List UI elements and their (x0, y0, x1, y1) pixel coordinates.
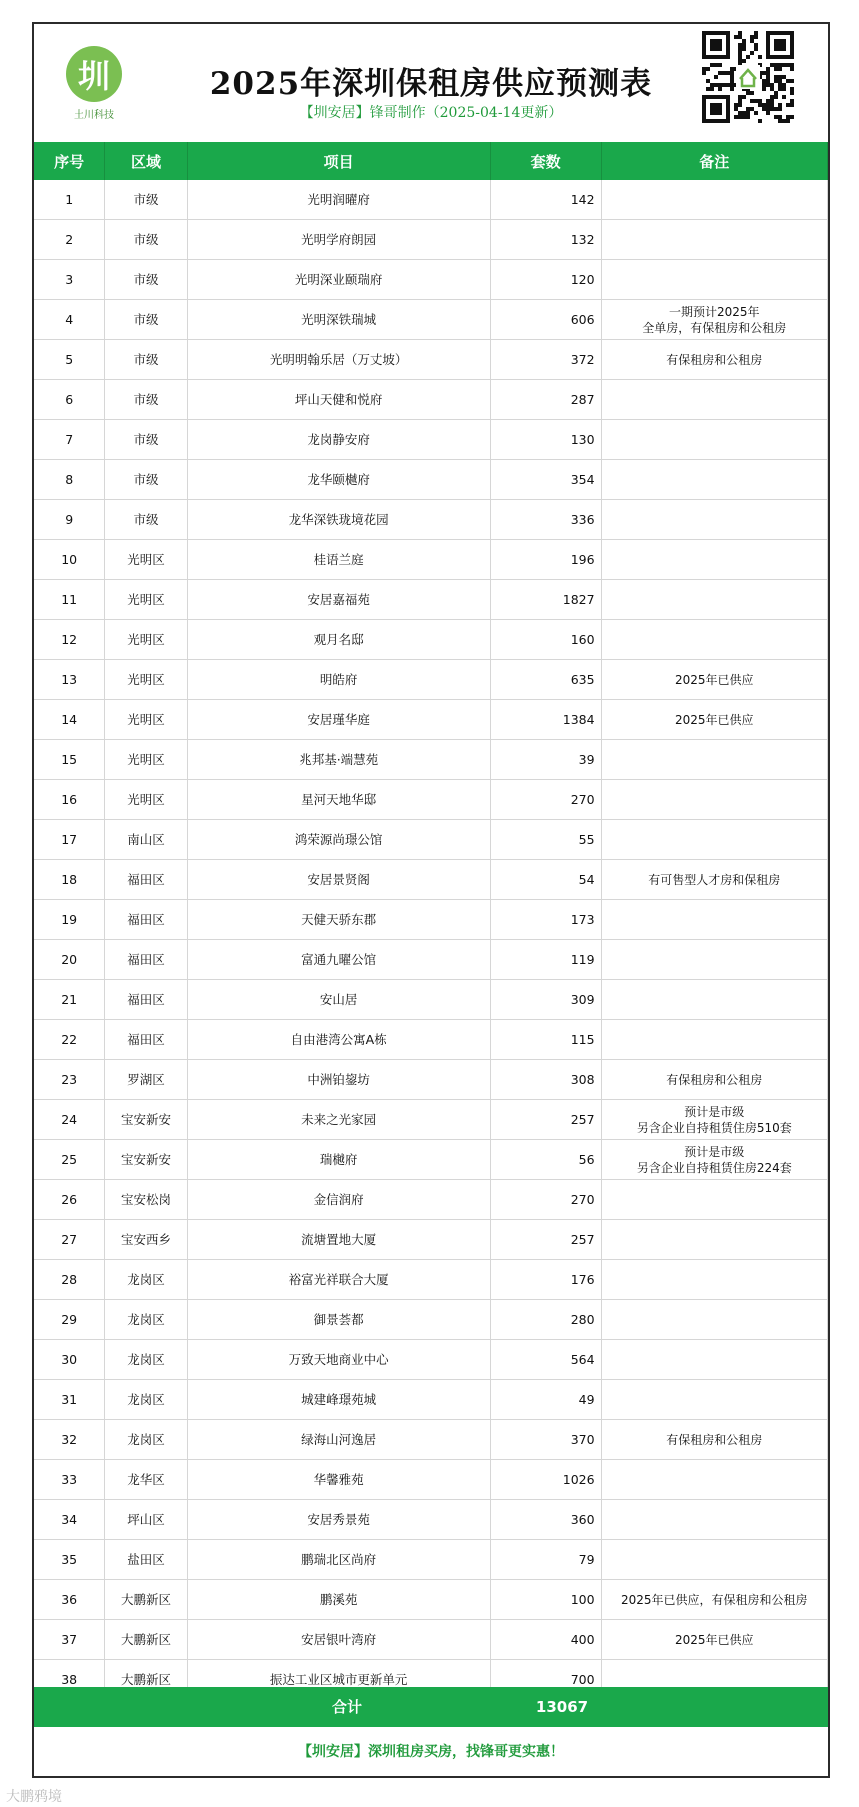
cell-project: 安居银叶湾府 (187, 1620, 490, 1660)
cell-note (601, 580, 827, 620)
cell-units: 56 (490, 1140, 601, 1180)
cell-project: 光明明翰乐居（万丈坡） (187, 340, 490, 380)
cell-project: 华馨雅苑 (187, 1460, 490, 1500)
table-row (34, 1020, 828, 1060)
cell-note (601, 1180, 827, 1220)
cell-no: 9 (34, 500, 105, 540)
cell-no: 5 (34, 340, 105, 380)
table-row (34, 1180, 828, 1220)
cell-note (601, 900, 827, 940)
cell-note (601, 820, 827, 860)
cell-note (601, 380, 827, 420)
cell-note: 2025年已供应 (601, 700, 827, 740)
cell-no: 14 (34, 700, 105, 740)
cell-project: 光明学府朗园 (187, 220, 490, 260)
cell-note (601, 1460, 827, 1500)
table-row (34, 820, 828, 860)
table-row (34, 300, 828, 340)
cell-units: 372 (490, 340, 601, 380)
cell-area: 龙岗区 (105, 1260, 187, 1300)
table-row (34, 900, 828, 940)
cell-note (601, 220, 827, 260)
cell-no: 36 (34, 1580, 105, 1620)
col-header-project: 项目 (187, 142, 490, 180)
col-header-note: 备注 (601, 142, 827, 180)
cell-units: 270 (490, 780, 601, 820)
cell-units: 308 (490, 1060, 601, 1100)
cell-units: 120 (490, 260, 601, 300)
cell-area: 福田区 (105, 980, 187, 1020)
cell-area: 福田区 (105, 1020, 187, 1060)
cell-units: 132 (490, 220, 601, 260)
cell-note (601, 1300, 827, 1340)
cell-project: 金信润府 (187, 1180, 490, 1220)
cell-units: 1384 (490, 700, 601, 740)
cell-units: 39 (490, 740, 601, 780)
cell-project: 安山居 (187, 980, 490, 1020)
cell-units: 100 (490, 1580, 601, 1620)
cell-project: 鸿荣源尚璟公馆 (187, 820, 490, 860)
cell-note (601, 500, 827, 540)
table-row (34, 1100, 828, 1140)
cell-project: 流塘置地大厦 (187, 1220, 490, 1260)
table-header-row (34, 142, 828, 180)
cell-units: 1026 (490, 1460, 601, 1500)
table-row (34, 1260, 828, 1300)
cell-area: 福田区 (105, 940, 187, 980)
cell-no: 35 (34, 1540, 105, 1580)
cell-no: 7 (34, 420, 105, 460)
table-row (34, 940, 828, 980)
cell-project: 鹏溪苑 (187, 1580, 490, 1620)
cell-area: 市级 (105, 340, 187, 380)
cell-area: 大鹏新区 (105, 1660, 187, 1700)
cell-note (601, 1220, 827, 1260)
cell-area: 光明区 (105, 780, 187, 820)
cell-units: 79 (490, 1540, 601, 1580)
cell-note: 有保租房和公租房 (601, 1060, 827, 1100)
cell-units: 160 (490, 620, 601, 660)
table-row (34, 780, 828, 820)
cell-no: 2 (34, 220, 105, 260)
cell-units: 336 (490, 500, 601, 540)
cell-project: 裕富光祥联合大厦 (187, 1260, 490, 1300)
table-row (34, 180, 828, 220)
cell-note: 有保租房和公租房 (601, 340, 827, 380)
cell-units: 606 (490, 300, 601, 340)
cell-project: 安居嘉福苑 (187, 580, 490, 620)
cell-no: 29 (34, 1300, 105, 1340)
col-header-units: 套数 (490, 142, 601, 180)
table-row (34, 700, 828, 740)
cell-no: 21 (34, 980, 105, 1020)
cell-project: 未来之光家园 (187, 1100, 490, 1140)
cell-no: 10 (34, 540, 105, 580)
cell-units: 309 (490, 980, 601, 1020)
cell-area: 光明区 (105, 620, 187, 660)
cell-units: 1827 (490, 580, 601, 620)
cell-note (601, 1260, 827, 1300)
cell-units: 635 (490, 660, 601, 700)
table-row (34, 420, 828, 460)
table-row (34, 1300, 828, 1340)
supply-table (34, 142, 828, 1699)
cell-project: 兆邦基·端慧苑 (187, 740, 490, 780)
cell-project: 自由港湾公寓A栋 (187, 1020, 490, 1060)
cell-area: 光明区 (105, 580, 187, 620)
cell-project: 龙华颐樾府 (187, 460, 490, 500)
cell-no: 38 (34, 1660, 105, 1700)
cell-units: 55 (490, 820, 601, 860)
table-sheet (32, 22, 830, 1778)
cell-project: 龙华深铁珑境花园 (187, 500, 490, 540)
cell-no: 33 (34, 1460, 105, 1500)
cell-no: 22 (34, 1020, 105, 1060)
cell-units: 115 (490, 1020, 601, 1060)
table-row (34, 1500, 828, 1540)
cell-area: 盐田区 (105, 1540, 187, 1580)
logo-caption: 土川科技 (74, 110, 114, 121)
cell-no: 27 (34, 1220, 105, 1260)
cell-no: 30 (34, 1340, 105, 1380)
cell-area: 市级 (105, 420, 187, 460)
table-row (34, 1420, 828, 1460)
table-row (34, 500, 828, 540)
table-row (34, 620, 828, 660)
cell-note (601, 460, 827, 500)
cell-project: 中洲铂鋆坊 (187, 1060, 490, 1100)
cell-project: 桂语兰庭 (187, 540, 490, 580)
cell-units: 173 (490, 900, 601, 940)
cell-no: 28 (34, 1260, 105, 1300)
logo-char: 圳 (77, 57, 110, 95)
cell-project: 富通九曜公馆 (187, 940, 490, 980)
cell-area: 宝安新安 (105, 1100, 187, 1140)
watermark: 大鹏鸦境 (6, 1789, 62, 1805)
cell-area: 宝安西乡 (105, 1220, 187, 1260)
cell-project: 御景荟都 (187, 1300, 490, 1340)
cell-units: 287 (490, 380, 601, 420)
table-row (34, 340, 828, 380)
cell-note (601, 540, 827, 580)
cell-note (601, 420, 827, 460)
cell-project: 光明润曜府 (187, 180, 490, 220)
cell-area: 光明区 (105, 700, 187, 740)
cell-note (601, 1500, 827, 1540)
cell-area: 市级 (105, 380, 187, 420)
cell-no: 32 (34, 1420, 105, 1460)
cell-area: 龙岗区 (105, 1380, 187, 1420)
cell-no: 31 (34, 1380, 105, 1420)
table-row (34, 1620, 828, 1660)
table-row (34, 980, 828, 1020)
table-row (34, 380, 828, 420)
cell-area: 市级 (105, 260, 187, 300)
cell-note (601, 780, 827, 820)
cell-units: 270 (490, 1180, 601, 1220)
cell-units: 257 (490, 1100, 601, 1140)
cell-note: 有保租房和公租房 (601, 1420, 827, 1460)
table-row (34, 1580, 828, 1620)
cell-area: 市级 (105, 300, 187, 340)
cell-project: 观月名邸 (187, 620, 490, 660)
cell-area: 罗湖区 (105, 1060, 187, 1100)
cell-area: 龙华区 (105, 1460, 187, 1500)
cell-no: 6 (34, 380, 105, 420)
table-row (34, 260, 828, 300)
cell-no: 37 (34, 1620, 105, 1660)
cell-project: 星河天地华邸 (187, 780, 490, 820)
cell-area: 宝安新安 (105, 1140, 187, 1180)
table-row (34, 1380, 828, 1420)
table-row (34, 1220, 828, 1260)
cell-area: 龙岗区 (105, 1340, 187, 1380)
table-row (34, 1060, 828, 1100)
table-row (34, 660, 828, 700)
cell-project: 安居景贤阁 (187, 860, 490, 900)
cell-area: 市级 (105, 220, 187, 260)
total-row (34, 1687, 828, 1727)
cell-note: 一期预计2025年 全单房，有保租房和公租房 (601, 300, 827, 340)
cell-no: 18 (34, 860, 105, 900)
cell-note (601, 980, 827, 1020)
page-subtitle: 【圳安居】锋哥制作（2025-04-14更新） (299, 105, 563, 121)
cell-no: 23 (34, 1060, 105, 1100)
cell-units: 142 (490, 180, 601, 220)
cell-area: 市级 (105, 500, 187, 540)
table-row (34, 580, 828, 620)
cell-units: 176 (490, 1260, 601, 1300)
cell-area: 光明区 (105, 540, 187, 580)
table-row (34, 540, 828, 580)
cell-units: 700 (490, 1660, 601, 1700)
cell-note: 预计是市级 另含企业自持租赁住房510套 (601, 1100, 827, 1140)
cell-no: 11 (34, 580, 105, 620)
cell-note (601, 180, 827, 220)
cell-note (601, 1380, 827, 1420)
total-value: 13067 (535, 1698, 589, 1716)
cell-units: 119 (490, 940, 601, 980)
table-row (34, 1460, 828, 1500)
cell-units: 257 (490, 1220, 601, 1260)
cell-note: 2025年已供应，有保租房和公租房 (601, 1580, 827, 1620)
cell-note (601, 620, 827, 660)
total-label: 合计 (331, 1698, 362, 1716)
header (34, 24, 828, 142)
cell-note (601, 1340, 827, 1380)
cell-no: 1 (34, 180, 105, 220)
page-title: 2025年深圳保租房供应预测表 (209, 66, 653, 102)
cell-note (601, 260, 827, 300)
cell-project: 绿海山河逸居 (187, 1420, 490, 1460)
table-row (34, 460, 828, 500)
cell-area: 光明区 (105, 660, 187, 700)
cell-no: 17 (34, 820, 105, 860)
cell-note: 有可售型人才房和保租房 (601, 860, 827, 900)
cell-no: 3 (34, 260, 105, 300)
col-header-no: 序号 (34, 142, 105, 180)
cell-project: 振达工业区城市更新单元 (187, 1660, 490, 1700)
cell-no: 15 (34, 740, 105, 780)
cell-area: 福田区 (105, 860, 187, 900)
cell-no: 4 (34, 300, 105, 340)
cell-units: 360 (490, 1500, 601, 1540)
cell-units: 280 (490, 1300, 601, 1340)
cell-no: 13 (34, 660, 105, 700)
cell-project: 天健天骄东郡 (187, 900, 490, 940)
cell-note: 2025年已供应 (601, 1620, 827, 1660)
cell-note (601, 740, 827, 780)
cell-no: 19 (34, 900, 105, 940)
qr-code-icon (702, 31, 794, 123)
cell-note (601, 940, 827, 980)
table-row (34, 1140, 828, 1180)
cell-area: 大鹏新区 (105, 1620, 187, 1660)
cell-project: 安居瑾华庭 (187, 700, 490, 740)
cell-note (601, 1540, 827, 1580)
cell-project: 万致天地商业中心 (187, 1340, 490, 1380)
cell-units: 54 (490, 860, 601, 900)
cell-project: 光明深业颐瑞府 (187, 260, 490, 300)
cell-note: 2025年已供应 (601, 660, 827, 700)
cell-no: 34 (34, 1500, 105, 1540)
cell-units: 564 (490, 1340, 601, 1380)
cell-area: 大鹏新区 (105, 1580, 187, 1620)
col-header-area: 区域 (105, 142, 187, 180)
table-row (34, 1340, 828, 1380)
cell-project: 城建峰璟苑城 (187, 1380, 490, 1420)
cell-area: 市级 (105, 460, 187, 500)
table-row (34, 220, 828, 260)
cell-area: 坪山区 (105, 1500, 187, 1540)
cell-no: 20 (34, 940, 105, 980)
cell-note (601, 1020, 827, 1060)
cell-no: 26 (34, 1180, 105, 1220)
cell-area: 福田区 (105, 900, 187, 940)
cell-project: 明皓府 (187, 660, 490, 700)
cell-units: 196 (490, 540, 601, 580)
cell-area: 南山区 (105, 820, 187, 860)
cell-units: 370 (490, 1420, 601, 1460)
table-row (34, 860, 828, 900)
cell-units: 354 (490, 460, 601, 500)
cell-area: 宝安松岗 (105, 1180, 187, 1220)
cell-project: 光明深铁瑞城 (187, 300, 490, 340)
cell-no: 16 (34, 780, 105, 820)
cell-units: 49 (490, 1380, 601, 1420)
cell-no: 8 (34, 460, 105, 500)
cell-project: 安居秀景苑 (187, 1500, 490, 1540)
cell-project: 瑞樾府 (187, 1140, 490, 1180)
cell-area: 市级 (105, 180, 187, 220)
cell-no: 12 (34, 620, 105, 660)
table-row (34, 1540, 828, 1580)
cell-project: 坪山天健和悦府 (187, 380, 490, 420)
table-row (34, 740, 828, 780)
cell-no: 24 (34, 1100, 105, 1140)
footer-slogan: 【圳安居】深圳租房买房，找锋哥更实惠！ (298, 1744, 564, 1760)
cell-project: 鹏瑞北区尚府 (187, 1540, 490, 1580)
cell-project: 龙岗静安府 (187, 420, 490, 460)
cell-no: 25 (34, 1140, 105, 1180)
cell-units: 130 (490, 420, 601, 460)
cell-units: 400 (490, 1620, 601, 1660)
cell-area: 龙岗区 (105, 1300, 187, 1340)
cell-area: 光明区 (105, 740, 187, 780)
cell-note: 预计是市级 另含企业自持租赁住房224套 (601, 1140, 827, 1180)
cell-area: 龙岗区 (105, 1420, 187, 1460)
